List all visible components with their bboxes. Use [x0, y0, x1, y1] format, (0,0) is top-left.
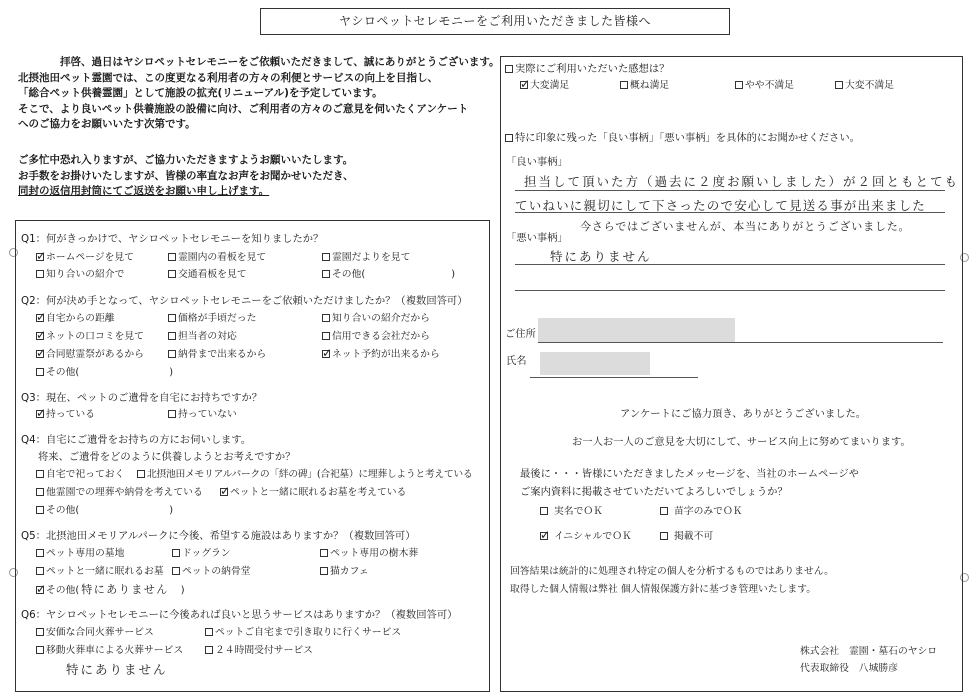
q2-question: Q2：何が決め手となって、ヤシロペットセレモニーをご依頼いただけましたか？（複数回答可）: [21, 295, 468, 307]
q2-option-referral[interactable]: [322, 310, 430, 324]
check-mark: ✓: [322, 346, 333, 360]
q1-option-traffic-sign[interactable]: [168, 266, 247, 280]
checkbox[interactable]: [36, 470, 44, 478]
check-mark: ✓: [520, 77, 531, 91]
thanks-line-1: アンケートにご協力頂き、ありがとうございました。: [620, 408, 867, 420]
option-label: その他(: [332, 269, 366, 280]
page-title: ヤシロペットセレモニーをご利用いただきました皆様へ: [260, 8, 730, 35]
checkbox[interactable]: [322, 314, 330, 322]
name-label: 氏名: [506, 355, 527, 367]
good-line-1: [515, 190, 945, 191]
option-label: 担当者の対応: [178, 331, 237, 342]
option-close: ): [180, 585, 185, 596]
checkbox[interactable]: [322, 332, 330, 340]
q2-option-reviews[interactable]: [36, 328, 144, 342]
good-label: 「良い事柄」: [506, 156, 568, 168]
q4-option-together-grave[interactable]: [220, 484, 406, 498]
check-mark: ✓: [36, 406, 47, 420]
option-label: 持っていない: [178, 409, 237, 420]
checkbox[interactable]: [36, 270, 44, 278]
checkbox[interactable]: [137, 470, 145, 478]
q5-question: Q5：北摂池田メモリアルパークに今後、希望する施設はありますか？（複数回答可）: [21, 530, 416, 542]
intro-line: 拝啓、過日はヤシロペットセレモニーをご依頼いただきまして、誠にありがとうございます。: [60, 56, 500, 68]
q6-option-cheap-cremation[interactable]: [36, 624, 154, 638]
q6-option-24h[interactable]: [205, 642, 313, 656]
intro-p1: [18, 55, 500, 133]
q1-option-homepage[interactable]: [36, 249, 134, 263]
checkbox[interactable]: [660, 507, 668, 515]
checkbox[interactable]: [36, 567, 44, 575]
checkbox[interactable]: [520, 77, 531, 91]
option-label: その他(: [46, 585, 80, 596]
intro-line: 北摂池田ペット霊園では、この度更なる利用者の方々の利便とサービスの向上を目指し、: [18, 71, 438, 84]
intro-line: 「総合ペット供養霊園」として施設の拡充(リニューアル)を予定しています。: [18, 87, 383, 99]
option-close: ): [451, 269, 456, 280]
q1-option-newsletter[interactable]: [322, 249, 410, 263]
q2-option-distance[interactable]: [36, 310, 115, 324]
q4-option-kizuna[interactable]: [137, 466, 472, 480]
option-label: ドッグラン: [182, 548, 231, 559]
check-mark: ✓: [36, 328, 47, 342]
intro-line: 同封の返信用封筒にてご返送をお願い申し上げます。: [18, 185, 270, 197]
q1-option-other[interactable]: [322, 266, 455, 280]
check-mark: ✓: [36, 249, 47, 263]
publish-option-initials[interactable]: [540, 528, 632, 542]
option-label: ネット予約が出来るから: [332, 349, 440, 360]
q5-option-tree-burial[interactable]: [320, 545, 418, 559]
option-label: 知り合いの紹介で: [46, 269, 125, 280]
q5-other-handwritten: 特にありません: [81, 583, 169, 596]
q1-question: Q1：何がきっかけで、ヤシロペットセレモニーを知りましたか？: [21, 233, 324, 245]
option-label: ペット専用の墓地: [46, 548, 125, 559]
option-label: 自宅からの距離: [46, 313, 115, 324]
checkbox[interactable]: [36, 506, 44, 514]
q5-option-cat-cafe[interactable]: [320, 563, 369, 577]
option-label: ペットと一緒に眠れるお墓を考えている: [230, 487, 407, 498]
q4-option-other[interactable]: [36, 502, 173, 516]
satisfaction-question-text: 実際にご利用いただいた感想は？: [515, 63, 670, 75]
q6-handwritten-answer: 特にありません: [66, 662, 168, 677]
option-label: 大変不満足: [845, 80, 894, 91]
name-redacted: [540, 352, 650, 375]
feedback-prompt: [505, 129, 860, 144]
checkbox[interactable]: [36, 328, 47, 342]
option-label: 納骨まで出来るから: [178, 349, 267, 360]
address-label: ご住所: [505, 328, 536, 340]
checkbox[interactable]: [620, 81, 628, 89]
q2-option-trust[interactable]: [322, 328, 430, 342]
option-label: 交通看板を見て: [178, 269, 247, 280]
option-label: 知り合いの紹介だから: [332, 313, 430, 324]
option-label: ペットの納骨堂: [182, 566, 251, 577]
checkbox[interactable]: [205, 628, 213, 636]
intro-p2: [18, 153, 354, 200]
option-close: ): [169, 367, 174, 378]
option-label: 霊園だよりを見て: [332, 252, 411, 263]
q6-question: Q6：ヤシロペットセレモニーに今後あれば良いと思うサービスはありますか？（複数回答可）: [21, 609, 458, 621]
option-label: 他霊園での埋葬や納骨を考えている: [46, 487, 203, 498]
option-label: 信用できる会社だから: [332, 331, 430, 342]
note-line-1: 回答結果は統計的に処理され特定の個人を分析するものではありません。: [510, 566, 834, 577]
option-label: ペット専用の樹木葬: [330, 548, 419, 559]
checkbox[interactable]: [220, 484, 231, 498]
checkbox[interactable]: [168, 350, 176, 358]
checkbox[interactable]: [540, 528, 551, 542]
checkbox[interactable]: [36, 549, 44, 557]
checkbox[interactable]: [172, 549, 180, 557]
satisfaction-option-very[interactable]: [520, 77, 569, 91]
checkbox[interactable]: [36, 628, 44, 636]
checkbox[interactable]: [540, 507, 548, 515]
satisfaction-option-very-dis[interactable]: [835, 77, 894, 91]
q4-subquestion: 将来、ご遺骨をどのように供養しようとお考えですか？: [38, 451, 296, 463]
satisfaction-option-mostly[interactable]: [620, 77, 669, 91]
check-mark: ✓: [36, 582, 47, 596]
checkbox[interactable]: [322, 346, 333, 360]
bad-text: 特にありません: [550, 249, 652, 264]
note-line-2: 取得した個人情報は弊社 個人情報保護方針に基づき管理いたします。: [510, 584, 817, 595]
publish-question-2: ご案内資料に掲載させていただいてよろしいでしょうか？: [520, 486, 788, 498]
option-label: 自宅で祀っておく: [46, 469, 125, 480]
checkbox[interactable]: [36, 488, 44, 496]
checkbox[interactable]: [172, 567, 180, 575]
q2-option-nokotsu[interactable]: [168, 346, 266, 360]
good-text-line-3: 今さらではございませんが、本当にありがとうございました。: [580, 220, 911, 233]
option-label: 掲載不可: [674, 531, 714, 542]
q2-option-net-booking[interactable]: [322, 346, 440, 360]
option-label: ペットご自宅まで引き取りに行くサービス: [215, 627, 402, 638]
option-label: 価格が手頃だった: [178, 313, 257, 324]
option-label: その他(: [46, 367, 80, 378]
option-label: 概ね満足: [630, 80, 670, 91]
checkbox[interactable]: [36, 346, 47, 360]
satisfaction-option-somewhat-dis[interactable]: [735, 77, 794, 91]
checkbox[interactable]: [36, 310, 47, 324]
q3-option-have[interactable]: [36, 406, 95, 420]
checkbox[interactable]: [322, 270, 330, 278]
q2-option-price[interactable]: [168, 310, 256, 324]
address-redacted: [538, 318, 735, 342]
check-mark: ✓: [540, 528, 551, 542]
intro-line: へのご協力をお願いいたす次第です。: [18, 118, 196, 130]
checkbox[interactable]: [36, 368, 44, 376]
q1-option-referral[interactable]: [36, 266, 124, 280]
bad-label: 「悪い事柄」: [506, 232, 568, 244]
option-label: その他(: [46, 505, 80, 516]
q6-option-home-pickup[interactable]: [205, 624, 401, 638]
intro-line: ご多忙中恐れ入りますが、ご協力いただきますようお願いいたします。: [18, 154, 354, 166]
checkbox[interactable]: [168, 253, 176, 261]
footer-ceo: 代表取締役 八城勝彦: [800, 663, 898, 674]
checkbox[interactable]: [320, 549, 328, 557]
q4-option-other-cemetery[interactable]: [36, 484, 203, 498]
option-label: イニシャルでＯＫ: [554, 531, 632, 542]
option-label: ２４時間受付サービス: [215, 645, 313, 656]
q5-option-dogrun[interactable]: [172, 545, 231, 559]
q6-option-mobile-cremation[interactable]: [36, 642, 183, 656]
q3-option-not-have[interactable]: [168, 406, 237, 420]
satisfaction-question: [505, 60, 669, 75]
checkbox[interactable]: [320, 567, 328, 575]
option-label: 霊園内の看板を見て: [178, 252, 267, 263]
bullet-box: [505, 65, 513, 73]
publish-question-1: 最後に・・・皆様にいただきましたメッセージを、当社のホームページや: [520, 468, 859, 480]
name-line: [530, 377, 698, 378]
intro-line: そこで、より良いペット供養施設の設備に向け、ご利用者の方々のご意見を伺いたくアンケート: [18, 102, 469, 115]
option-label: 大変満足: [530, 80, 570, 91]
option-label: 移動火葬車による火葬サービス: [46, 645, 184, 656]
q5-option-together-grave[interactable]: [36, 563, 164, 577]
check-mark: ✓: [36, 310, 47, 324]
check-mark: ✓: [220, 484, 231, 498]
q2-option-other[interactable]: [36, 364, 173, 378]
check-mark: ✓: [36, 346, 47, 360]
option-label: 持っている: [46, 409, 95, 420]
good-text-line-2: ていねいに親切にして下さったので安心して見送る事が出来ました: [515, 198, 927, 213]
checkbox[interactable]: [660, 532, 668, 540]
feedback-prompt-text: 特に印象に残った「良い事柄」「悪い事柄」を具体的にお聞かせください。: [515, 132, 860, 144]
checkbox[interactable]: [168, 270, 176, 278]
good-text-line-1: 担当して頂いた方（過去に２度お願いしました）が２回ともとても: [524, 174, 960, 189]
publish-option-no[interactable]: [660, 528, 713, 542]
option-label: ホームページを見て: [46, 252, 134, 263]
checkbox[interactable]: [205, 646, 213, 654]
checkbox[interactable]: [168, 332, 176, 340]
q1-option-signboard[interactable]: [168, 249, 266, 263]
checkbox[interactable]: [168, 410, 176, 418]
checkbox[interactable]: [168, 314, 176, 322]
option-label: やや不満足: [745, 80, 794, 91]
footer-company: 株式会社 霊園・墓石のヤシロ: [800, 646, 938, 657]
option-label: 実名でＯＫ: [554, 506, 603, 517]
checkbox[interactable]: [36, 646, 44, 654]
checkbox[interactable]: [735, 81, 743, 89]
checkbox[interactable]: [322, 253, 330, 261]
q2-option-memorial[interactable]: [36, 346, 144, 360]
checkbox[interactable]: [36, 406, 47, 420]
thanks-line-2: お一人お一人のご意見を大切にして、サービス向上に努めてまいります。: [572, 436, 911, 448]
q3-question: Q3：現在、ペットのご遺骨を自宅にお持ちですか？: [21, 392, 263, 404]
option-label: 北摂池田メモリアルパークの「絆の碑」(合祀墓）に埋葬しようと考えている: [147, 469, 473, 480]
checkbox[interactable]: [36, 249, 47, 263]
q5-option-ossuary[interactable]: [172, 563, 251, 577]
checkbox[interactable]: [835, 81, 843, 89]
q5-option-pet-cemetery[interactable]: [36, 545, 124, 559]
option-close: ): [169, 505, 174, 516]
q5-option-other[interactable]: [36, 581, 185, 597]
bad-line-2: [515, 290, 945, 291]
option-label: ペットと一緒に眠れるお墓: [46, 566, 164, 577]
publish-option-realname[interactable]: [540, 503, 603, 517]
publish-option-surname[interactable]: [660, 503, 743, 517]
q4-question: Q4：自宅にご遺骨をお持ちの方にお伺いします。: [21, 434, 252, 446]
option-label: 苗字のみでＯＫ: [674, 506, 743, 517]
checkbox[interactable]: [36, 582, 47, 596]
option-label: 合同慰霊祭があるから: [46, 349, 144, 360]
intro-line: お手数をお掛けいたしますが、皆様の率直なお声をお聞かせいただき、: [18, 169, 354, 182]
bullet-box: [505, 134, 513, 142]
option-label: ネットの口コミを見て: [46, 331, 144, 342]
q4-option-home[interactable]: [36, 466, 124, 480]
option-label: 安価な合同火葬サービス: [46, 627, 154, 638]
address-line: [538, 342, 943, 343]
q2-option-staff[interactable]: [168, 328, 237, 342]
option-label: 猫カフェ: [330, 566, 369, 577]
